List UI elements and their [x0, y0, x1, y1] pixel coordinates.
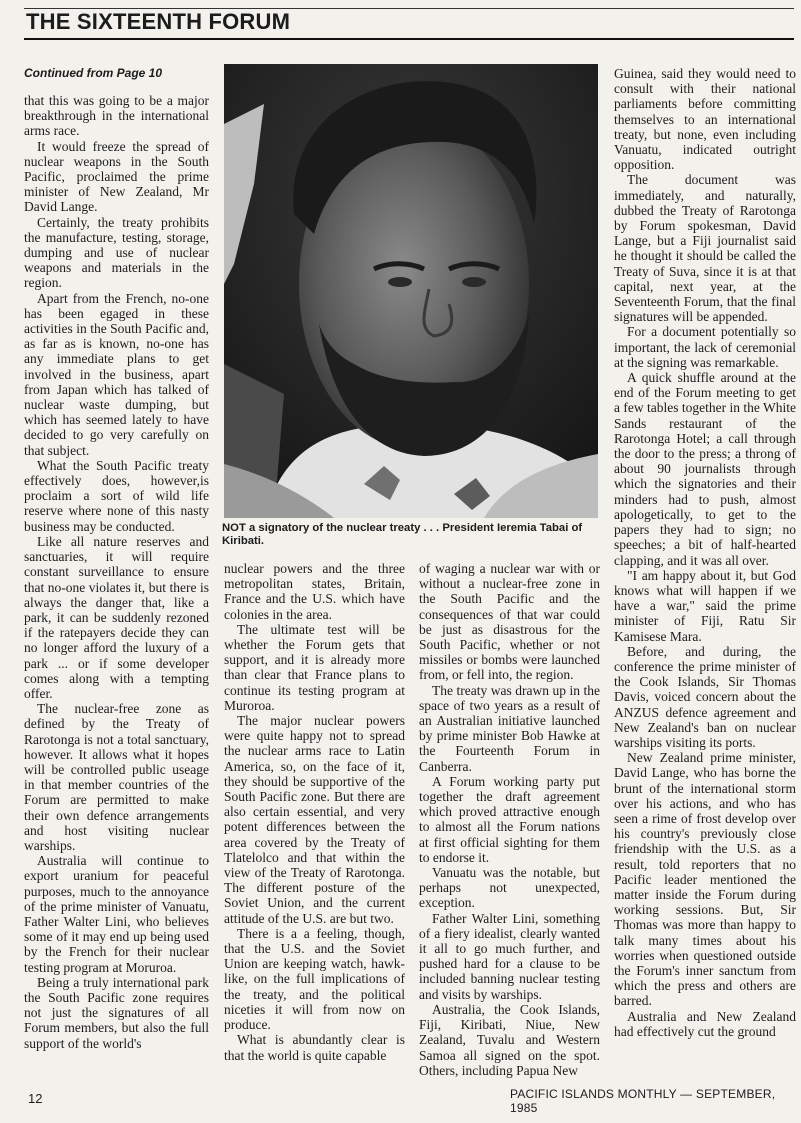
paragraph: Certainly, the treaty prohibits the manufacture, testing, storage, dumping and use of nuclear weapons and materials in the region.: [24, 214, 209, 291]
paragraph: "I am happy about it, but God knows what will happen if we have a war," said the prime minister of Fiji, Ratu Sir Kamisese Mara.: [614, 567, 796, 644]
paragraph: Apart from the French, no-one has been egaged in these activities in the South Pacific and, as far as is known, no-one has any immediate plans to get involved in the business, apart from Japan which has talked of nuclear waste dumping, but which has seemed lately to have decided to go very carefully on that subject.: [24, 290, 209, 458]
article-column-3: [419, 561, 600, 1078]
article-column-4: [614, 66, 796, 1039]
paragraph: Guinea, said they would need to consult with their national parliaments before committing themselves to an international treaty, but none, even including Vanuatu, indicated outright opposition.: [614, 66, 796, 173]
portrait-photo-image: [224, 64, 598, 518]
continued-from-label: Continued from Page 10: [24, 66, 163, 80]
paragraph: of waging a nuclear war with or without a nuclear-free zone in the South Pacific and the consequences of that war could be just as disastrous for the South Pacific, whether or not missiles or bombs were launched from, or fell into, the region.: [419, 561, 600, 683]
paragraph: A quick shuffle around at the end of the Forum meeting to get a few tables together in the White Sands restaurant of the Rarotonga Hotel; a call through the door to the press; a throng of about 90 journalists through which the signatories and their minders had to push, almost apologetically, to get to the papers they had to sign; no speeches; a bit of half-hearted clapping, and it was all over.: [614, 370, 796, 568]
paragraph: Australia, the Cook Islands, Fiji, Kiribati, Niue, New Zealand, Tuvalu and Western Samoa all signed on the spot. Others, including Papua New: [419, 1001, 600, 1078]
paragraph: Australia and New Zealand had effectively cut the ground: [614, 1008, 796, 1039]
paragraph: The major nuclear powers were quite happy not to spread the nuclear arms race to Latin America, so, on the face of it, they should be supportive of the South Pacific zone. But there are also certain essential, and very potent differences between the area covered by the Treaty of Tlatelolco and that within the view of the Treaty of Rarotonga. The different posture of the Soviet Union, and the current attitude of the U.S. are but two.: [224, 713, 405, 926]
article-column-1: [24, 66, 209, 1051]
article-column-2: [224, 561, 405, 1063]
paragraph: Being a truly international park the South Pacific zone requires not just the signatures of all Forum members, but also the full support of the world's: [24, 974, 209, 1051]
paragraph: The nuclear-free zone as defined by the Treaty of Rarotonga is not a total sanctuary, however. It allows what it hopes will be controlled public useage in that member countries of the Forum are permitted to make their own defence arrangements and host visiting nuclear warships.: [24, 701, 209, 853]
paragraph: What the South Pacific treaty effectively does, however,is proclaim a sort of wild life reserve where none of this nasty business may be conducted.: [24, 457, 209, 534]
paragraph: It would freeze the spread of nuclear weapons in the South Pacific, proclaimed the prime minister of New Zealand, Mr David Lange.: [24, 138, 209, 215]
photo-caption: NOT a signatory of the nuclear treaty . . . President Ieremia Tabai of Kiribati.: [222, 522, 583, 547]
page-number: 12: [28, 1091, 43, 1106]
paragraph: nuclear powers and the three metropolitan states, Britain, France and the U.S. which have colonies in the area.: [224, 561, 405, 622]
paragraph: There is a a feeling, though, that the U.S. and the Soviet Union are keeping watch, hawk-like, on the full implications of the treaty, and the political niceties it will from now on produce.: [224, 925, 405, 1033]
section-header: [24, 9, 794, 40]
paragraph: Before, and during, the conference the prime minister of the Cook Islands, Sir Thomas Davis, voiced concern about the ANZUS defence agreement and New Zealand's ban on nuclear warships visiting its ports.: [614, 643, 796, 750]
paragraph: Vanuatu was the notable, but perhaps not unexpected, exception.: [419, 865, 600, 911]
paragraph: The treaty was drawn up in the space of two years as a result of an Australian initiative launched by prime minister Bob Hawke at the Fourteenth Forum in Canberra.: [419, 682, 600, 774]
paragraph: The ultimate test will be whether the Forum gets that support, and it is already more than clear that France plans to continue its testing program at Muroroa.: [224, 621, 405, 713]
paragraph: For a document potentially so important, the lack of ceremonial at the signing was remarkable.: [614, 324, 796, 370]
section-title: THE SIXTEENTH FORUM: [26, 9, 291, 34]
paragraph: Like all nature reserves and sanctuaries, it will require constant surveillance to ensure that no-one violates it, but there is always the danger that, like a park, it can be suddenly rezoned if the ratepayers decide they can no longer afford the luxury of a park ... or if some developer comes along with a tempting offer.: [24, 533, 209, 701]
magazine-footer: PACIFIC ISLANDS MONTHLY — SEPTEMBER, 1985: [510, 1087, 776, 1115]
paragraph: What is abundantly clear is that the world is quite capable: [224, 1032, 405, 1063]
paragraph: A Forum working party put together the draft agreement which proved attractive enough to almost all the Forum nations at first official sighting for them to endorse it.: [419, 773, 600, 865]
paragraph: New Zealand prime minister, David Lange, who has borne the brunt of the international storm over his actions, and who has seen a rime of frost develop over his country's previously close friendship with the U.S. as a result, told reporters that no Pacific leader mentioned the matter inside the Forum during working sessions. But, Sir Thomas was more than happy to talk many times about his worries when questioned outside the Forum's inner sanctum from which the press and others are barred.: [614, 750, 796, 1009]
paragraph: Father Walter Lini, something of a fiery idealist, clearly wanted it all to go much further, and pushed hard for a clause to be included banning nuclear testing and visits by warships.: [419, 910, 600, 1002]
portrait-photo: [224, 64, 598, 518]
paragraph: The document was immediately, and naturally, dubbed the Treaty of Rarotonga by Forum spokesman, David Lange, but a Fiji journalist said he thought it should be called the Treaty of Suva, since it is at that capital, next year, at the Seventeenth Forum, that the final signatures will be appended.: [614, 172, 796, 325]
paragraph: Australia will continue to export uranium for peaceful purposes, much to the annoyance of the prime minister of Vanuatu, Father Walter Lini, who believes some of it may end up being used by the French for their nuclear testing program at Moruroa.: [24, 853, 209, 975]
paragraph: that this was going to be a major breakthrough in the international arms race.: [24, 93, 209, 139]
